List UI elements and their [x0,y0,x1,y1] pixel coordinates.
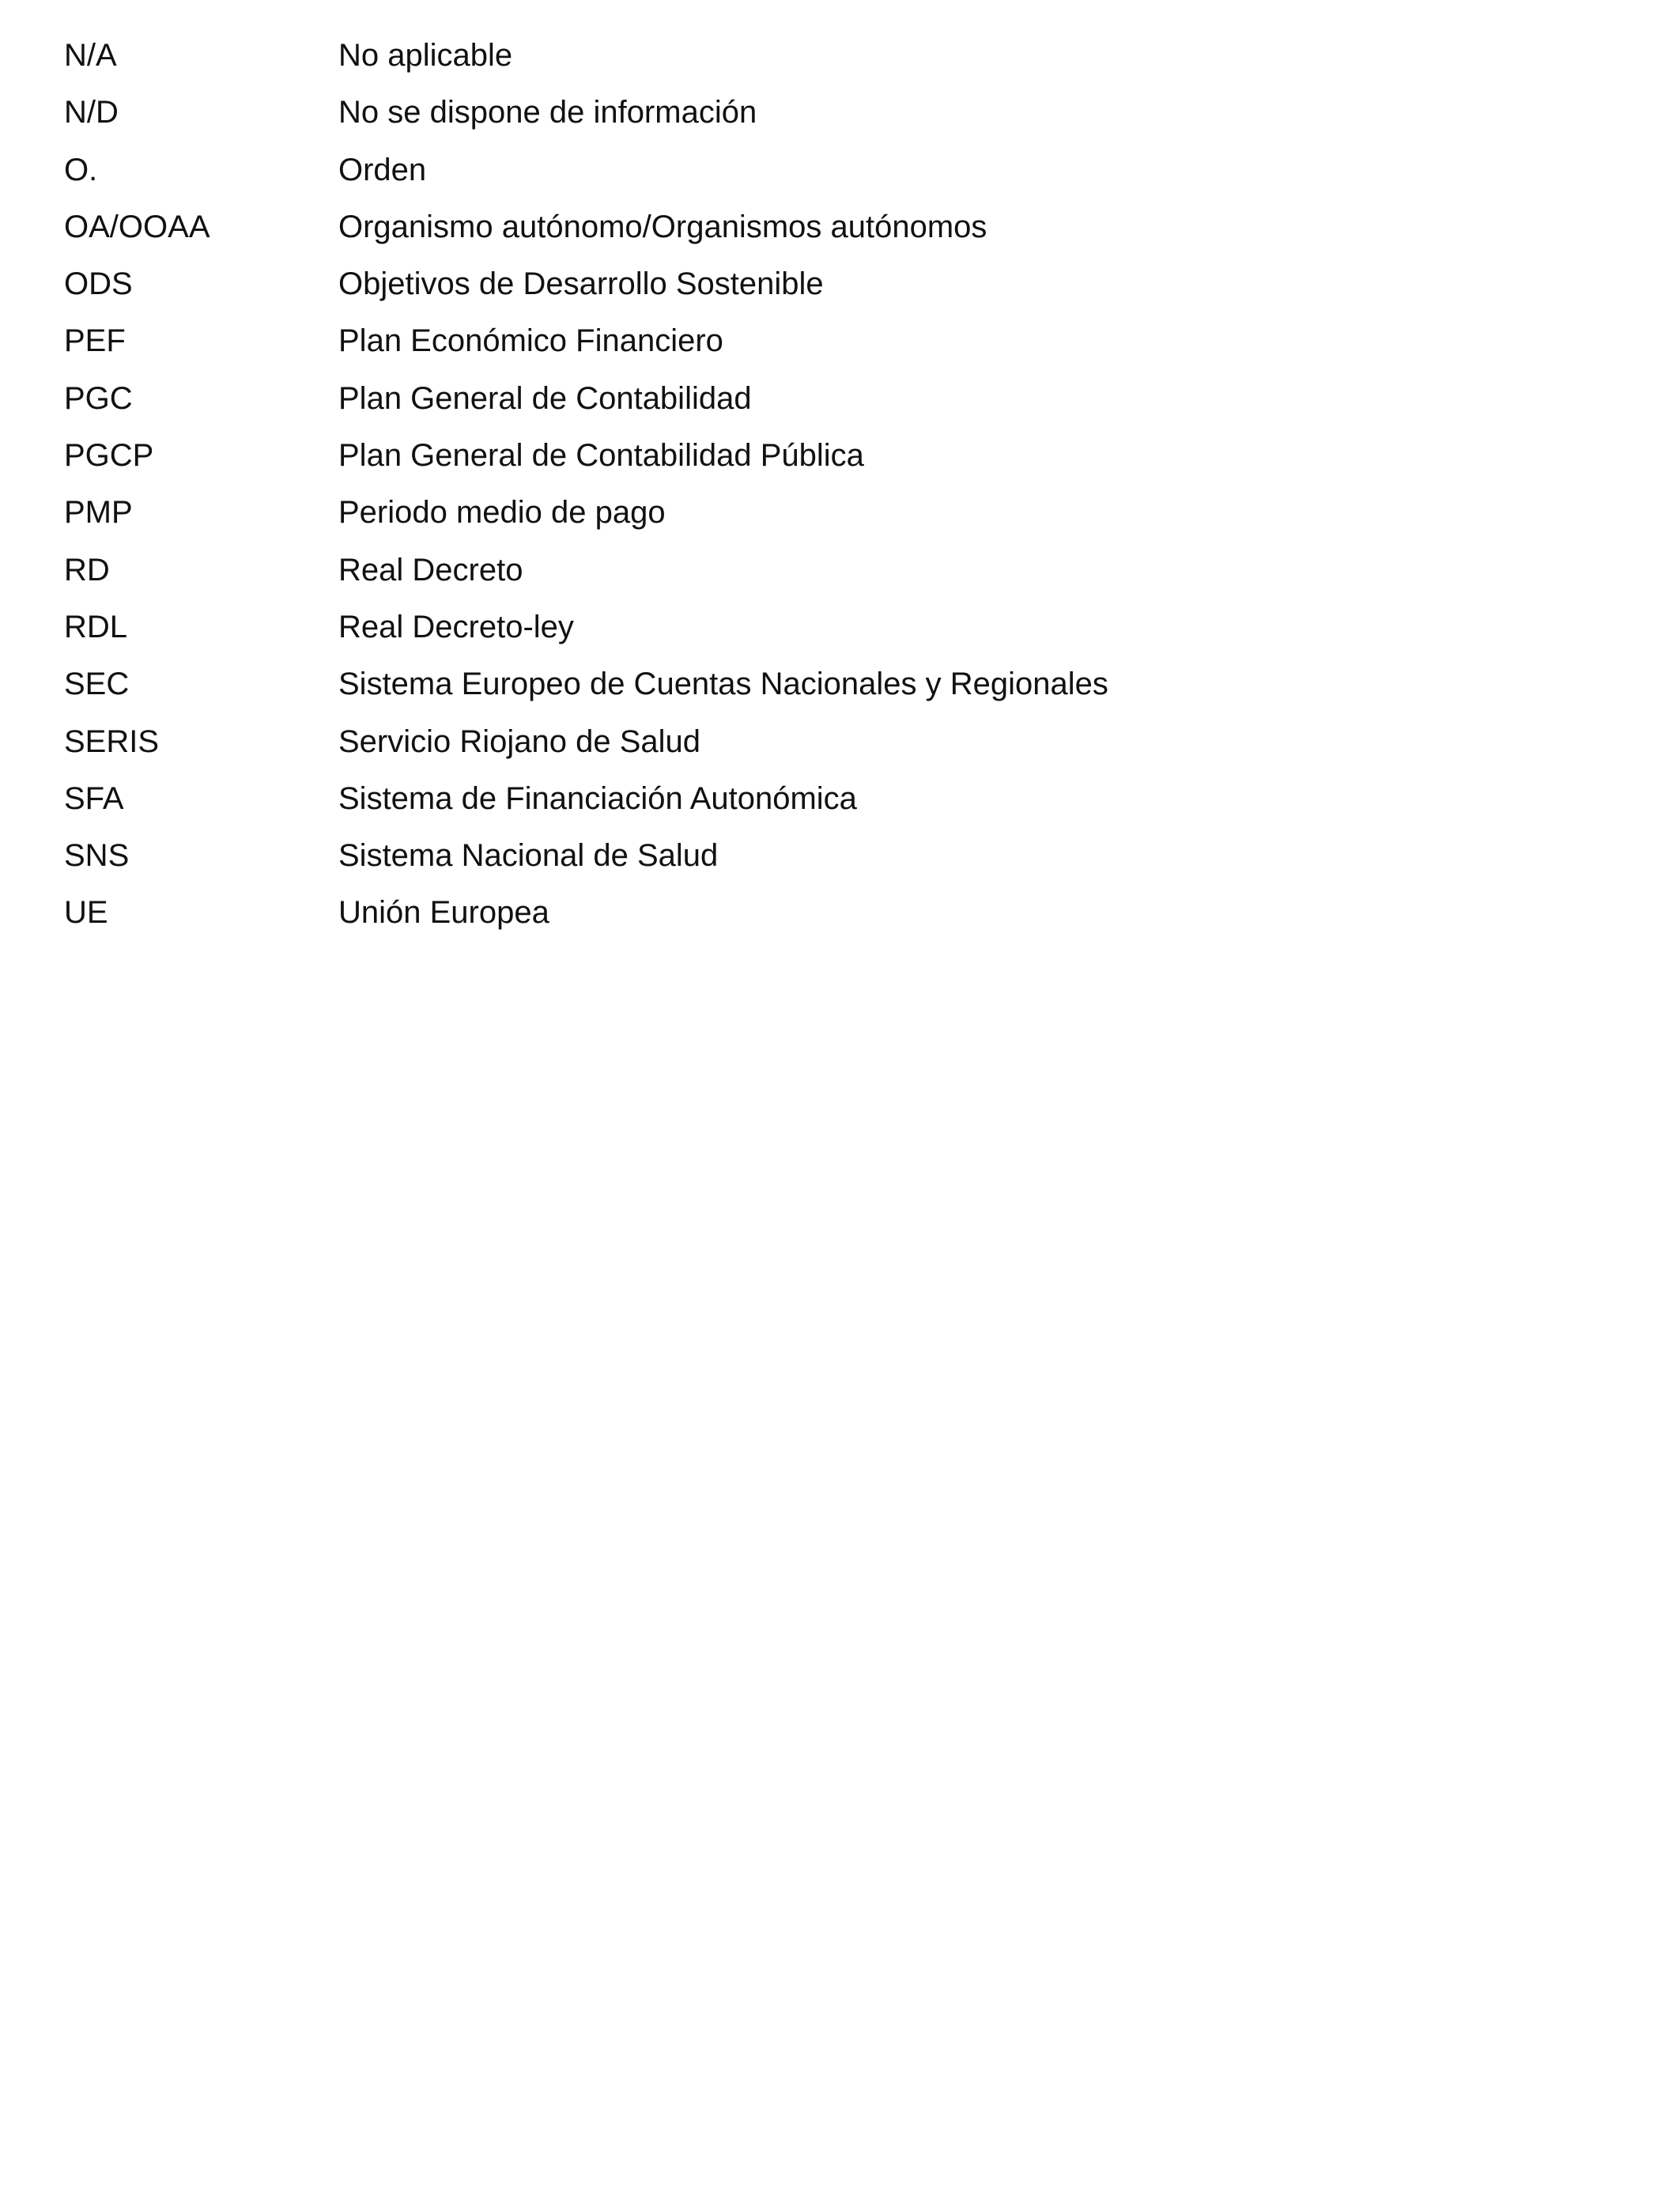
abbreviation-row [64,775,1566,832]
abbreviation-meaning: Periodo medio de pago [338,495,666,531]
abbreviation-code: PGCP [64,438,154,474]
abbreviation-row [64,546,1566,603]
abbreviation-meaning: Sistema de Financiación Autonómica [338,780,857,816]
abbreviation-meaning: Objetivos de Desarrollo Sostenible [338,266,824,302]
abbreviation-meaning: Sistema Nacional de Salud [338,838,719,874]
abbreviation-code: ODS [64,266,133,302]
abbreviation-code: N/A [64,38,117,73]
abbreviation-code: SFA [64,780,124,816]
abbreviation-meaning: Plan Económico Financiero [338,323,723,359]
abbreviation-code: SERIS [64,723,160,759]
abbreviation-code: RD [64,552,110,587]
abbreviation-row [64,660,1566,717]
abbreviation-code: PMP [64,495,133,531]
abbreviation-meaning: Unión Europea [338,895,549,931]
abbreviation-row [64,375,1566,432]
abbreviations-list [64,32,1566,946]
abbreviation-meaning: Plan General de Contabilidad [338,380,752,416]
abbreviation-row [64,603,1566,660]
abbreviation-code: UE [64,895,108,931]
abbreviation-code: PGC [64,380,133,416]
abbreviation-row [64,146,1566,203]
abbreviation-meaning: Organismo autónomo/Organismos autónomos [338,209,987,244]
abbreviation-row [64,203,1566,260]
abbreviation-code: SEC [64,667,130,702]
abbreviation-meaning: Plan General de Contabilidad Pública [338,438,864,474]
abbreviation-code: RDL [64,609,128,644]
abbreviation-meaning: Servicio Riojano de Salud [338,723,701,759]
abbreviation-code: SNS [64,838,130,874]
abbreviation-code: PEF [64,323,126,359]
abbreviation-code: N/D [64,95,119,130]
abbreviation-row [64,889,1566,946]
abbreviation-meaning: No se dispone de información [338,95,757,130]
abbreviation-code: O. [64,152,98,187]
abbreviation-row [64,832,1566,889]
abbreviation-row [64,317,1566,374]
abbreviation-meaning: Orden [338,152,427,187]
abbreviation-meaning: No aplicable [338,38,513,73]
abbreviation-row [64,89,1566,145]
abbreviation-meaning: Real Decreto-ley [338,609,574,644]
abbreviation-row [64,718,1566,775]
abbreviation-row [64,489,1566,546]
abbreviation-row [64,432,1566,489]
abbreviation-code: OA/OOAA [64,209,210,244]
abbreviation-meaning: Real Decreto [338,552,523,587]
abbreviation-row [64,260,1566,317]
abbreviation-meaning: Sistema Europeo de Cuentas Nacionales y Regionales [338,667,1108,702]
abbreviation-row [64,32,1566,89]
